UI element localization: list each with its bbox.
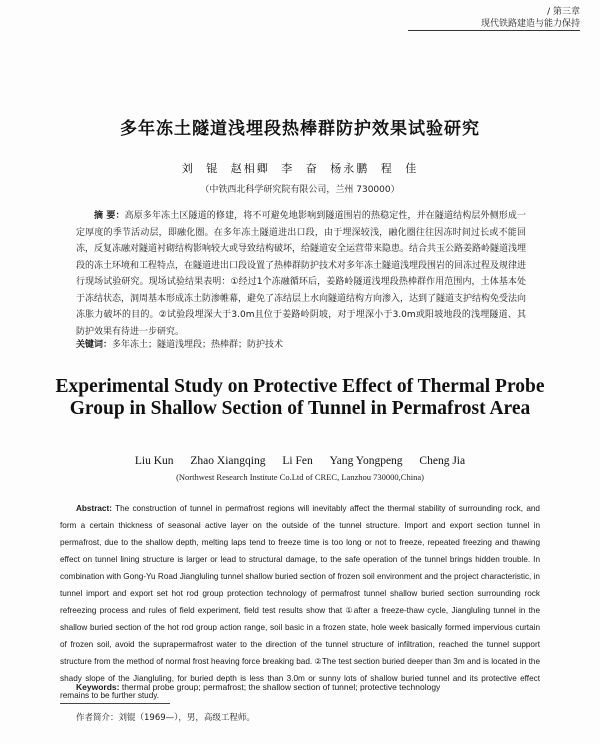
author-name: Cheng Jia xyxy=(419,455,466,467)
chinese-affiliation: （中铁西北科学研究院有限公司，兰州 730000） xyxy=(200,185,400,195)
author-name: Li Fen xyxy=(282,455,313,467)
chinese-keywords-label: 关键词： xyxy=(76,340,113,350)
english-abstract xyxy=(60,500,540,704)
header-rule xyxy=(408,30,580,31)
english-abstract-text: The construction of tunnel in permafrost regions will inevitably affect the thermal stability of surrounding rock, and form a certain thickness of seasonal active layer on the outside of the tunnel structure. Import and export section tunnel in permafrost, due to the shallow depth, melting laps tend to freeze time is too long or not to freeze, repeated freezing and thawing effect on tunnel lining structure is larger or lead to structural damage, to the safe operation of the tunnel brings hidden trouble. In combination with Gong-Yu Road Jiangluling tunnel shallow buried section of frozen soil environment and the project characteristic, in tunnel import and export set hot rod group protection technology of permafrost tunnel shallow buried section surrounding rock refreezing process and rules of field experiment, field test results show that ①after a freeze-thaw cycle, Jiangluling tunnel in the shallow buried section of the hot rod group action range, soil basic in a frozen state, hole week basically formed impervious curtain of frozen soil, avoid the suprapermafrost water to the direction of the tunnel structure of infiltration, reached the tunnel support structure from the method of normal frost heaving force breaking bad. ②The test section buried deeper than 3m and is located in the shady slope of the Jiangluling, for buried depth is less than 3.0m or sunny lots of shallow buried tunnel and its protective effect remains to be further study. xyxy=(60,504,540,700)
english-keywords xyxy=(76,682,526,692)
book-title: 现代铁路建造与能力保持 xyxy=(480,19,580,29)
english-title-line-1: Experimental Study on Protective Effect of Thermal Probe xyxy=(55,376,545,397)
footnote-rule xyxy=(60,703,170,704)
author-name: Zhao Xiangqing xyxy=(190,455,266,467)
chinese-title: 多年冻土隧道浅埋段热棒群防护效果试验研究 xyxy=(120,119,480,139)
chinese-keywords xyxy=(76,337,526,350)
english-keywords-text: thermal probe group; permafrost; the shallow section of tunnel; protective technology xyxy=(121,682,441,692)
chinese-authors: 刘 锟 赵相卿 李 奋 杨永鹏 程 佳 xyxy=(181,162,419,175)
chapter-label: / 第三章 xyxy=(547,7,580,17)
author-name: Yang Yongpeng xyxy=(329,455,403,467)
author-footnote: 作者简介：刘锟（1969—），男，高级工程师。 xyxy=(76,713,255,723)
chinese-abstract-label: 摘 要： xyxy=(94,211,125,221)
english-title-line-2: Group in Shallow Section of Tunnel in Permafrost Area xyxy=(69,398,531,419)
english-title xyxy=(0,376,600,420)
english-keywords-label: Keywords: xyxy=(76,682,120,692)
english-abstract-label: Abstract: xyxy=(76,504,112,513)
english-affiliation: (Northwest Research Institute Co.Ltd of CREC, Lanzhou 730000,China) xyxy=(176,472,424,482)
author-name: Liu Kun xyxy=(134,455,174,467)
chinese-abstract xyxy=(76,208,526,340)
chinese-abstract-text: 高原多年冻土区隧道的修建，将不可避免地影响到隧道围岩的热稳定性，并在隧道结构层外侧形成一定厚度的季节活动层，即融化圈。在多年冻土隧道进出口段，由于埋深较浅，融化圈往往因冻时间过长或不能回冻，反复冻融对隧道衬砌结构影响较大或导致结构破坏，给隧道安全运营带来隐患。结合共玉公路姜路岭隧道浅埋段的冻土环境和工程特点，在隧道进出口段设置了热棒群防护技术对多年冻土隧道浅埋段围岩的回冻过程及规律进行现场试验研究。现场试验结果表明：①经过1个冻融循环后，姜路岭隧道浅埋段热棒群作用范围内，土体基本处于冻结状态，洞周基本形成冻土防渗帷幕，避免了冻结层上水向隧道结构方向渗入，达到了隧道支护结构免受法向冻胀力破坏的目的。②试验段埋深大于3.0m且位于姜路岭阴坡，对于埋深小于3.0m或阳坡地段的浅埋隧道、其防护效果有待进一步研究。 xyxy=(76,211,527,337)
english-authors xyxy=(0,455,600,467)
chinese-keywords-text: 多年冻土；隧道浅埋段；热棒群；防护技术 xyxy=(112,340,284,350)
running-header xyxy=(481,6,580,30)
